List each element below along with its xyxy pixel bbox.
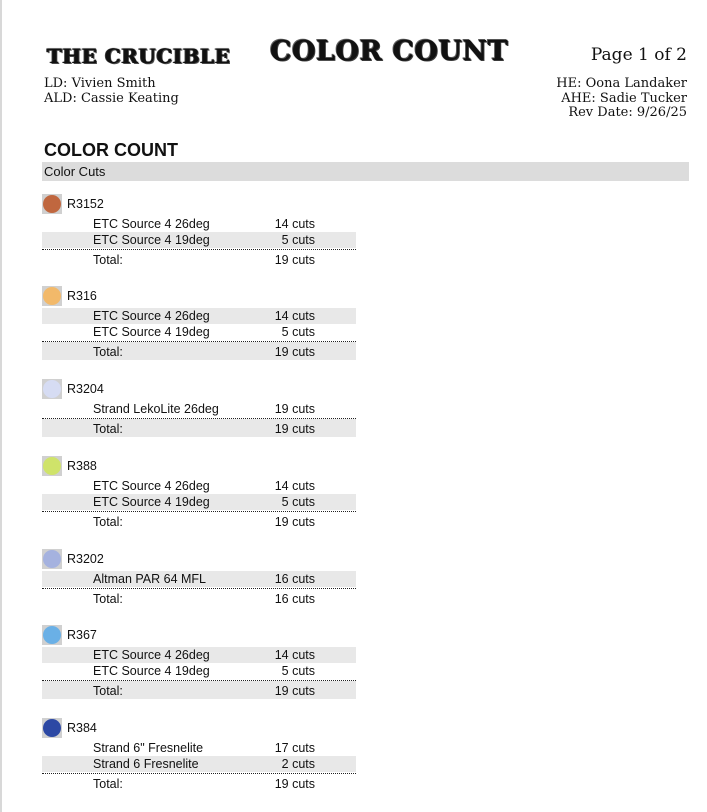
- gel-group: [42, 625, 356, 699]
- gel-color-dot: [43, 550, 61, 568]
- gel-header: [42, 456, 356, 478]
- revision-date: Rev Date: 9/26/25: [568, 105, 687, 120]
- total-row: [42, 419, 356, 437]
- fixture-name: ETC Source 4 26deg: [93, 217, 210, 231]
- total-label: Total:: [93, 345, 123, 359]
- total-count: 19 cuts: [274, 422, 315, 436]
- total-row: [42, 342, 356, 360]
- cut-count: 5 cuts: [281, 233, 315, 247]
- fixture-name: Strand LekoLite 26deg: [93, 402, 219, 416]
- gel-group: [42, 718, 356, 792]
- total-row: [42, 250, 356, 268]
- total-count: 19 cuts: [274, 777, 315, 791]
- assistant-lighting-designer: ALD: Cassie Keating: [44, 90, 179, 106]
- gel-code: R3152: [67, 197, 104, 211]
- gel-color-dot: [43, 195, 61, 213]
- fixture-name: ETC Source 4 26deg: [93, 309, 210, 323]
- total-label: Total:: [93, 253, 123, 267]
- cut-count: 16 cuts: [274, 572, 315, 586]
- gel-header: [42, 718, 356, 740]
- fixture-name: ETC Source 4 19deg: [93, 325, 210, 339]
- fixture-row: [42, 324, 356, 340]
- cut-count: 14 cuts: [274, 309, 315, 323]
- fixture-name: Altman PAR 64 MFL: [93, 572, 207, 586]
- cut-count: 5 cuts: [281, 325, 315, 339]
- gel-code: R3202: [67, 552, 104, 566]
- total-label: Total:: [93, 515, 123, 529]
- gel-code: R3204: [67, 382, 104, 396]
- total-count: 19 cuts: [274, 345, 315, 359]
- gel-header: [42, 379, 356, 401]
- page-left-rule: [0, 0, 2, 812]
- gel-color-dot: [43, 719, 61, 737]
- gel-code: R388: [67, 459, 97, 473]
- fixture-row: [42, 663, 356, 679]
- fixture-row: [42, 647, 356, 663]
- cut-count: 19 cuts: [274, 402, 315, 416]
- total-row: [42, 512, 356, 530]
- gel-header: [42, 625, 356, 647]
- assistant-head-electrician: AHE: Sadie Tucker: [561, 90, 687, 106]
- subheader-bar: [42, 162, 689, 181]
- gel-group: [42, 379, 356, 437]
- total-label: Total:: [93, 592, 123, 606]
- gel-group: [42, 456, 356, 530]
- gel-group: [42, 549, 356, 607]
- gel-swatch: [42, 549, 62, 569]
- fixture-row: [42, 478, 356, 494]
- cut-count: 5 cuts: [281, 664, 315, 678]
- gel-color-dot: [43, 457, 61, 475]
- total-row: [42, 681, 356, 699]
- gel-header: [42, 194, 356, 216]
- gel-swatch: [42, 456, 62, 476]
- cut-count: 17 cuts: [274, 741, 315, 755]
- fixture-row: [42, 308, 356, 324]
- gel-code: R316: [67, 289, 97, 303]
- cut-count: 14 cuts: [274, 648, 315, 662]
- gel-group: [42, 286, 356, 360]
- gel-color-dot: [43, 287, 61, 305]
- fixture-row: [42, 571, 356, 587]
- cut-count: 5 cuts: [281, 495, 315, 509]
- report-title: COLOR COUNT: [270, 36, 509, 67]
- fixture-row: [42, 401, 356, 417]
- fixture-row: [42, 740, 356, 756]
- fixture-name: ETC Source 4 26deg: [93, 479, 210, 493]
- total-row: [42, 589, 356, 607]
- electrician-credits: [556, 77, 687, 121]
- fixture-name: ETC Source 4 19deg: [93, 233, 210, 247]
- section-heading: COLOR COUNT: [44, 140, 178, 160]
- cut-count: 2 cuts: [281, 757, 315, 771]
- gel-code: R367: [67, 628, 97, 642]
- gel-swatch: [42, 718, 62, 738]
- fixture-row: [42, 216, 356, 232]
- fixture-row: [42, 232, 356, 248]
- theatre-logo: THE CRUCIBLE: [47, 44, 231, 68]
- fixture-name: ETC Source 4 19deg: [93, 664, 210, 678]
- total-label: Total:: [93, 684, 123, 698]
- gel-swatch: [42, 286, 62, 306]
- total-count: 19 cuts: [274, 515, 315, 529]
- gel-color-dot: [43, 626, 61, 644]
- cut-count: 14 cuts: [274, 479, 315, 493]
- lighting-designer-credits: [44, 77, 179, 106]
- fixture-name: Strand 6 Fresnelite: [93, 757, 199, 771]
- head-electrician: HE: Oona Landaker: [556, 76, 687, 91]
- total-count: 19 cuts: [274, 253, 315, 267]
- gel-swatch: [42, 379, 62, 399]
- gel-code: R384: [67, 721, 97, 735]
- fixture-row: [42, 756, 356, 772]
- fixture-row: [42, 494, 356, 510]
- gel-header: [42, 286, 356, 308]
- total-label: Total:: [93, 777, 123, 791]
- gel-swatch: [42, 194, 62, 214]
- fixture-name: ETC Source 4 26deg: [93, 648, 210, 662]
- total-row: [42, 774, 356, 792]
- gel-color-dot: [43, 380, 61, 398]
- lighting-designer: LD: Vivien Smith: [44, 76, 156, 91]
- total-count: 16 cuts: [274, 592, 315, 606]
- fixture-name: Strand 6" Fresnelite: [93, 741, 204, 755]
- fixture-name: ETC Source 4 19deg: [93, 495, 210, 509]
- total-count: 19 cuts: [274, 684, 315, 698]
- gel-group: [42, 194, 356, 268]
- gel-swatch: [42, 625, 62, 645]
- page-number: Page 1 of 2: [590, 45, 687, 65]
- gel-header: [42, 549, 356, 571]
- subheader-label: Color Cuts: [44, 164, 106, 179]
- total-label: Total:: [93, 422, 123, 436]
- cut-count: 14 cuts: [274, 217, 315, 231]
